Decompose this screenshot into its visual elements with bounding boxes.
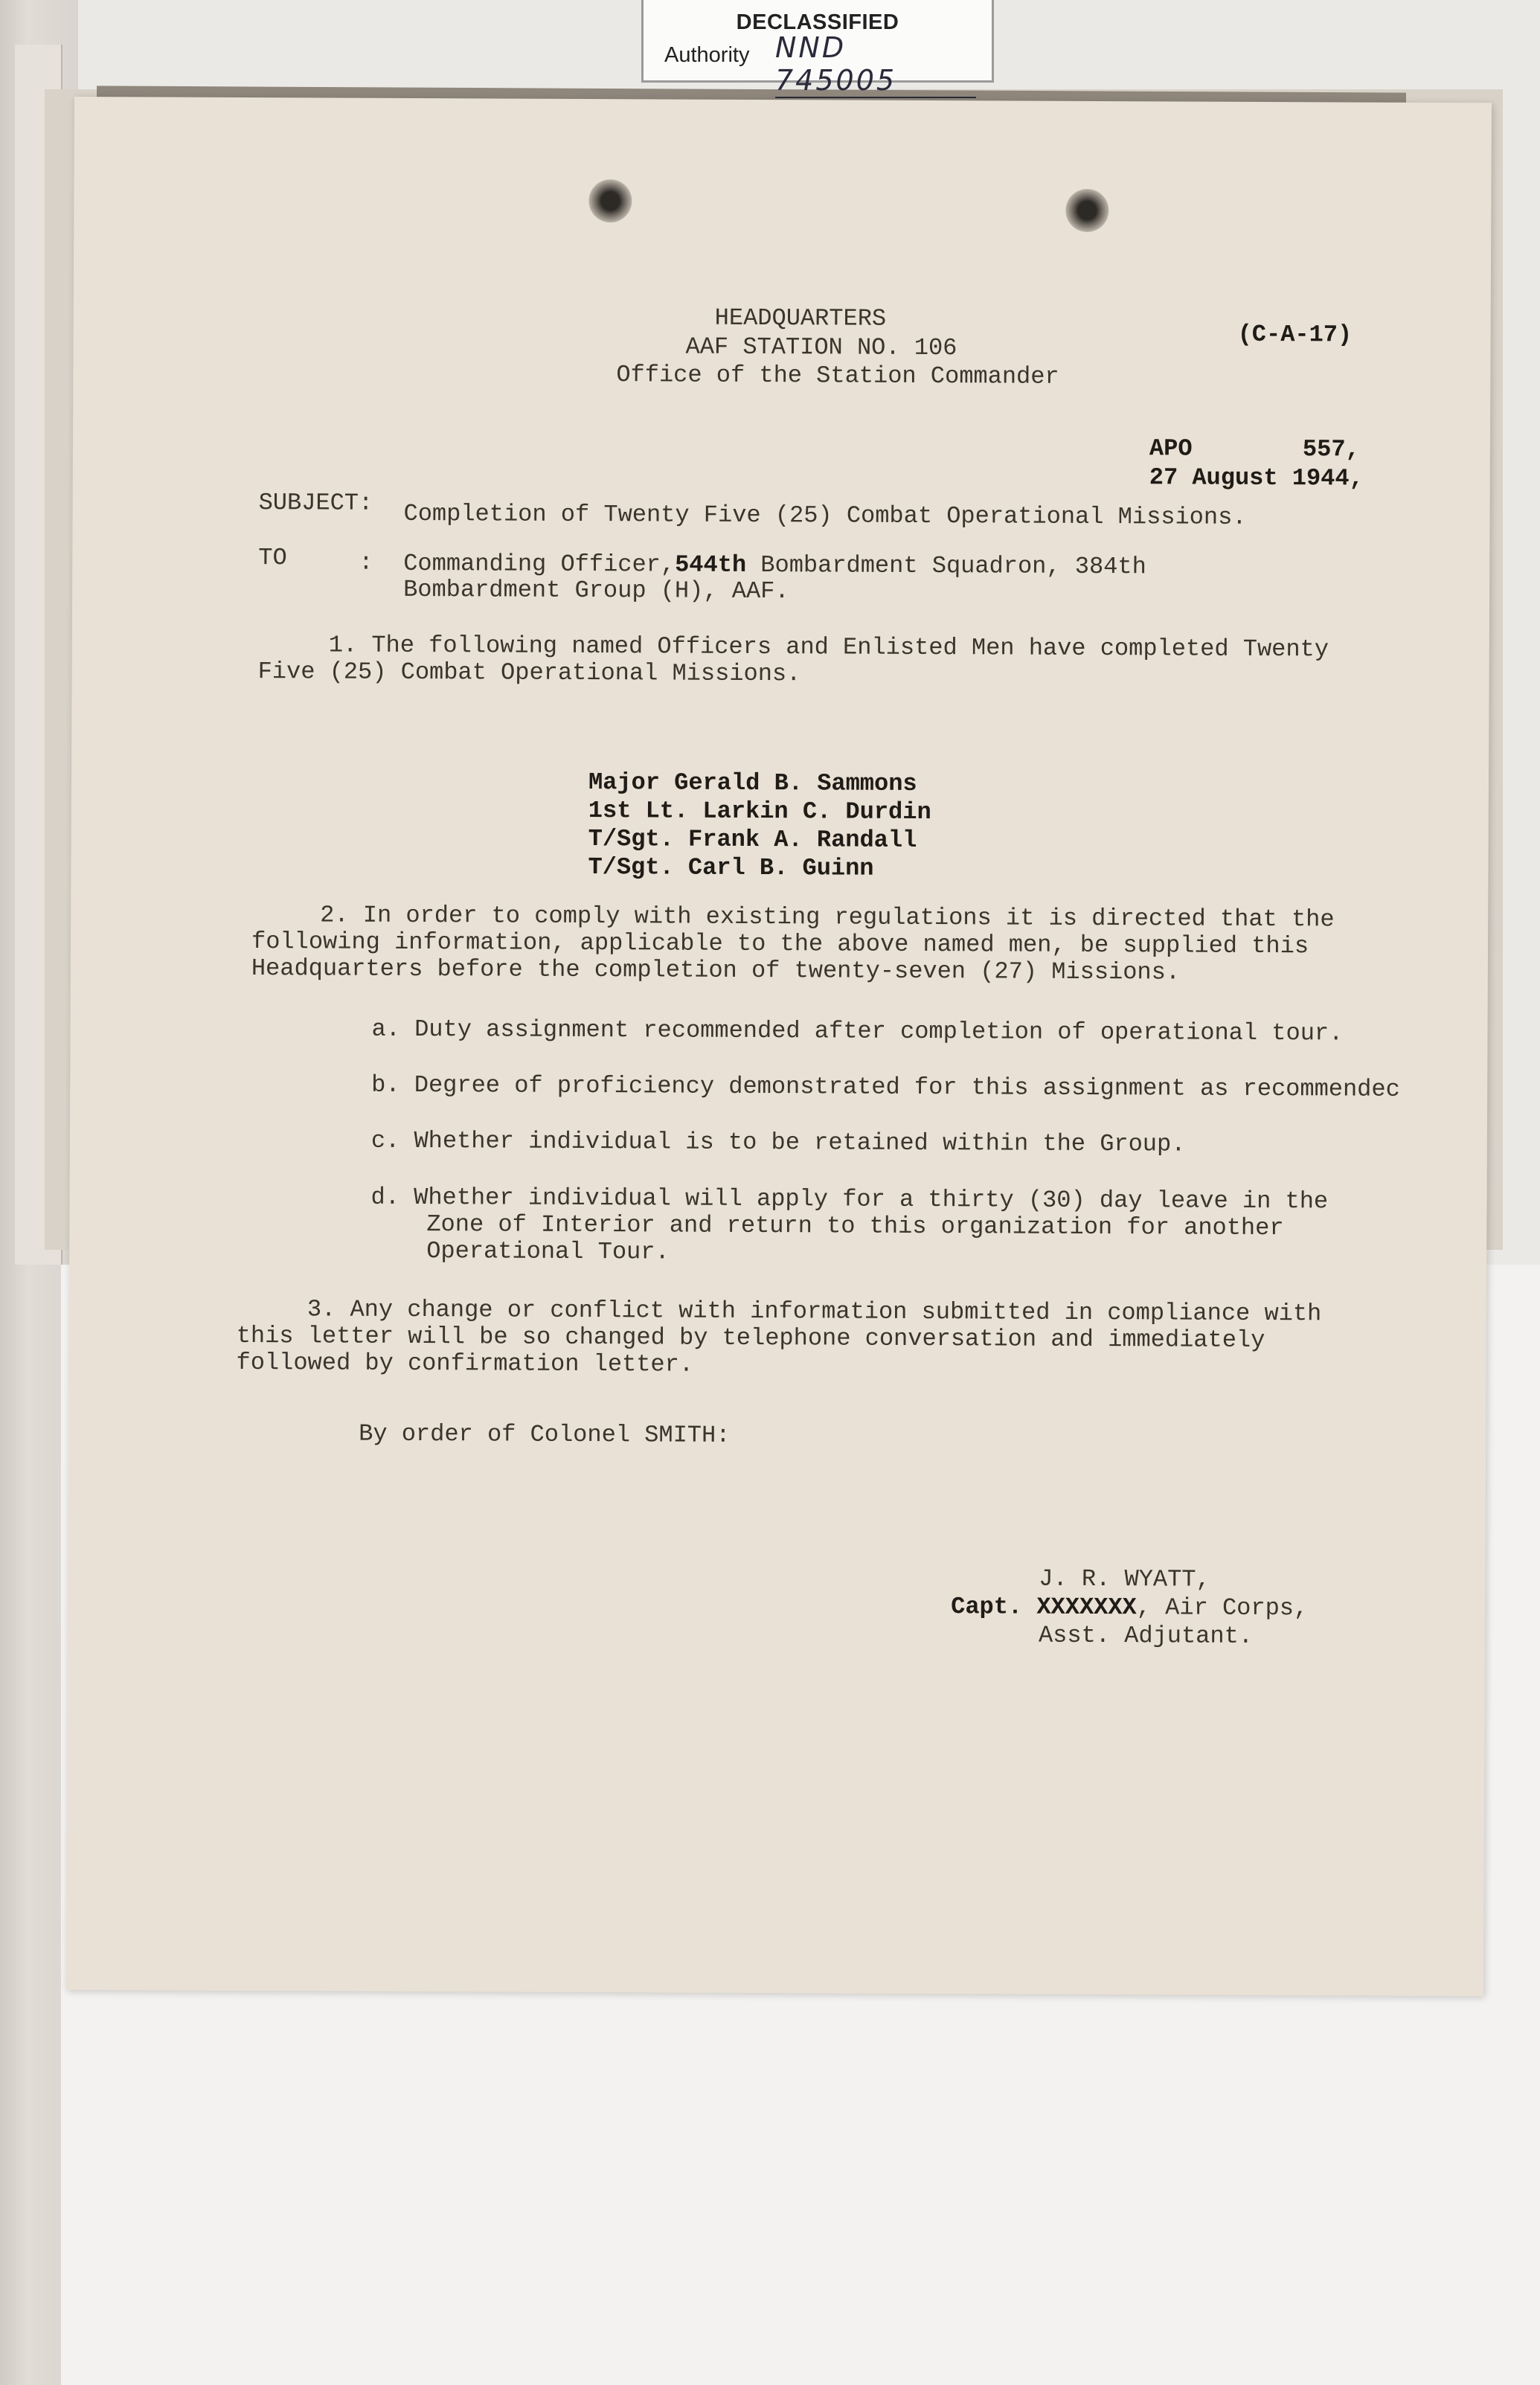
declassified-stamp <box>641 0 994 97</box>
paragraph-3-line-3: followed by confirmation letter. <box>236 1348 694 1378</box>
squadron-number: 544th <box>675 550 747 579</box>
paragraph-2-line-2: following information, applicable to the above named men, be supplied this <box>251 928 1309 960</box>
header-line-1: HEADQUARTERS <box>714 304 887 333</box>
paragraph-1-line-2: Five (25) Combat Operational Missions. <box>257 658 801 688</box>
signature-rank: Capt. <box>951 1593 1023 1621</box>
item-letter: a. <box>371 1015 401 1043</box>
paragraph-2-line-3: Headquarters before the completion of twenty-seven (27) Missions. <box>251 954 1181 986</box>
item-text: Whether individual will apply for a thirty (30) day leave in the <box>414 1184 1329 1216</box>
paragraph-2-line-1: 2. In order to comply with existing regulations it is directed that the <box>320 901 1335 934</box>
addressee-title: Commanding Officer, <box>403 549 676 579</box>
item-b <box>371 1071 1400 1103</box>
name-rank: 1st Lt. <box>588 797 689 825</box>
item-text: Duty assignment recommended after completion of operational tour. <box>414 1015 1344 1047</box>
paragraph-3-line-1: 3. Any change or conflict with information submitted in compliance with <box>307 1295 1322 1328</box>
name-rank: Major <box>588 768 661 797</box>
subject-text: Completion of Twenty Five (25) Combat Operational Missions. <box>403 499 1247 531</box>
name-rank: T/Sgt. <box>588 825 674 853</box>
name-text: Larkin C. Durdin <box>702 797 931 826</box>
name-row-1 <box>588 768 917 797</box>
paragraph-3-line-2: this letter will be so changed by telephone conversation and immediately <box>236 1321 1265 1354</box>
item-letter: d. <box>370 1183 400 1211</box>
apo-label: APO <box>1149 434 1193 463</box>
item-d-line-3: Operational Tour. <box>426 1237 670 1266</box>
subject-label: SUBJECT: <box>258 489 373 517</box>
item-c <box>371 1127 1186 1158</box>
signature-title: Asst. Adjutant. <box>1038 1621 1254 1650</box>
addressee-squadron: Bombardment Squadron, 384th <box>746 550 1146 581</box>
item-a <box>371 1015 1343 1047</box>
name-text: Carl B. Guinn <box>687 853 874 882</box>
header-line-3: Office of the Station Commander <box>616 361 1059 391</box>
name-row-3 <box>588 825 917 854</box>
order-line: By order of Colonel SMITH: <box>359 1419 731 1449</box>
letter-date: 27 August 1944, <box>1149 463 1364 492</box>
declassified-title: DECLASSIFIED <box>736 10 899 34</box>
paragraph-1-line-1: 1. The following named Officers and Enlisted Men have completed Twenty <box>328 631 1329 664</box>
file-code: (C-A-17) <box>1237 320 1353 349</box>
name-text: Frank A. Randall <box>687 825 917 854</box>
header-line-2: AAF STATION NO. 106 <box>685 333 957 362</box>
apo-number: 557, <box>1302 435 1360 463</box>
letter-page <box>66 97 1492 1996</box>
item-letter: b. <box>371 1070 400 1099</box>
to-colon: : <box>359 548 373 577</box>
struck-text: XXXXXXX <box>1036 1593 1137 1622</box>
item-d-line-2: Zone of Interior and return to this organization for another <box>426 1210 1284 1242</box>
authority-label: Authority <box>664 43 750 67</box>
name-row-2 <box>588 797 931 826</box>
name-text: Gerald B. Sammons <box>674 768 917 797</box>
letter-body <box>66 97 1492 1996</box>
name-rank: T/Sgt. <box>588 853 674 882</box>
item-text: Whether individual is to be retained within the Group. <box>414 1127 1186 1158</box>
addressee-line-2: Bombardment Group (H), AAF. <box>403 575 789 606</box>
signature-branch: , Air Corps, <box>1136 1593 1309 1622</box>
item-letter: c. <box>370 1126 400 1155</box>
to-label: TO <box>258 544 287 572</box>
name-row-4 <box>588 853 873 882</box>
signature-rank-line <box>951 1593 1308 1622</box>
signature-name: J. R. WYATT, <box>1039 1564 1210 1593</box>
authority-number: NND 745005 <box>775 31 976 98</box>
item-text: Degree of proficiency demonstrated for this assignment as recommendec <box>414 1071 1400 1103</box>
